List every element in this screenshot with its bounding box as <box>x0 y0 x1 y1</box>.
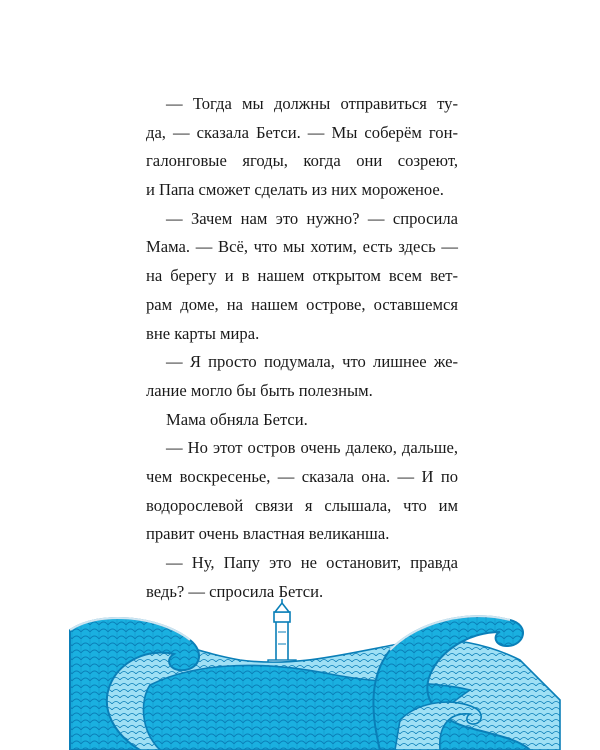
body-text <box>146 90 458 606</box>
text-line: на берегу и в нашем открытом всем вет- <box>146 266 458 286</box>
text-line: Мама. — Всё, что мы хотим, есть здесь — <box>146 237 458 257</box>
text-line: — Зачем нам это нужно? — спросила <box>166 208 458 228</box>
text-line: — Но этот остров очень далеко, дальше, <box>166 438 458 458</box>
text-line: да, — сказала Бетси. — Мы соберём гон- <box>146 122 458 142</box>
text-line: — Ну, Папу это не остановит, правда <box>166 553 458 572</box>
text-line: чем воскресенье, — сказала она. — И по <box>146 466 458 486</box>
text-line: — Тогда мы должны отправиться ту- <box>166 94 458 113</box>
sea-waves-illustration <box>0 590 600 750</box>
text-line: водорослевой связи я слышала, что им <box>146 495 458 515</box>
text-line: рам доме, на нашем острове, оставшемся <box>146 294 458 314</box>
text-line: и Папа сможет сделать из них мороженое. <box>146 180 444 200</box>
text-line: лание могло бы быть полезным. <box>146 380 373 400</box>
text-line: ведь? — спросила Бетси. <box>146 581 324 601</box>
text-line: галонговые ягоды, когда они созреют, <box>146 151 458 171</box>
lighthouse-icon <box>268 599 296 668</box>
text-line: — Я просто подумала, что лишнее же- <box>166 352 458 372</box>
text-line: Мама обняла Бетси. <box>166 409 308 429</box>
text-line: вне карты мира. <box>146 323 260 343</box>
text-line: правит очень властная великанша. <box>146 524 390 544</box>
